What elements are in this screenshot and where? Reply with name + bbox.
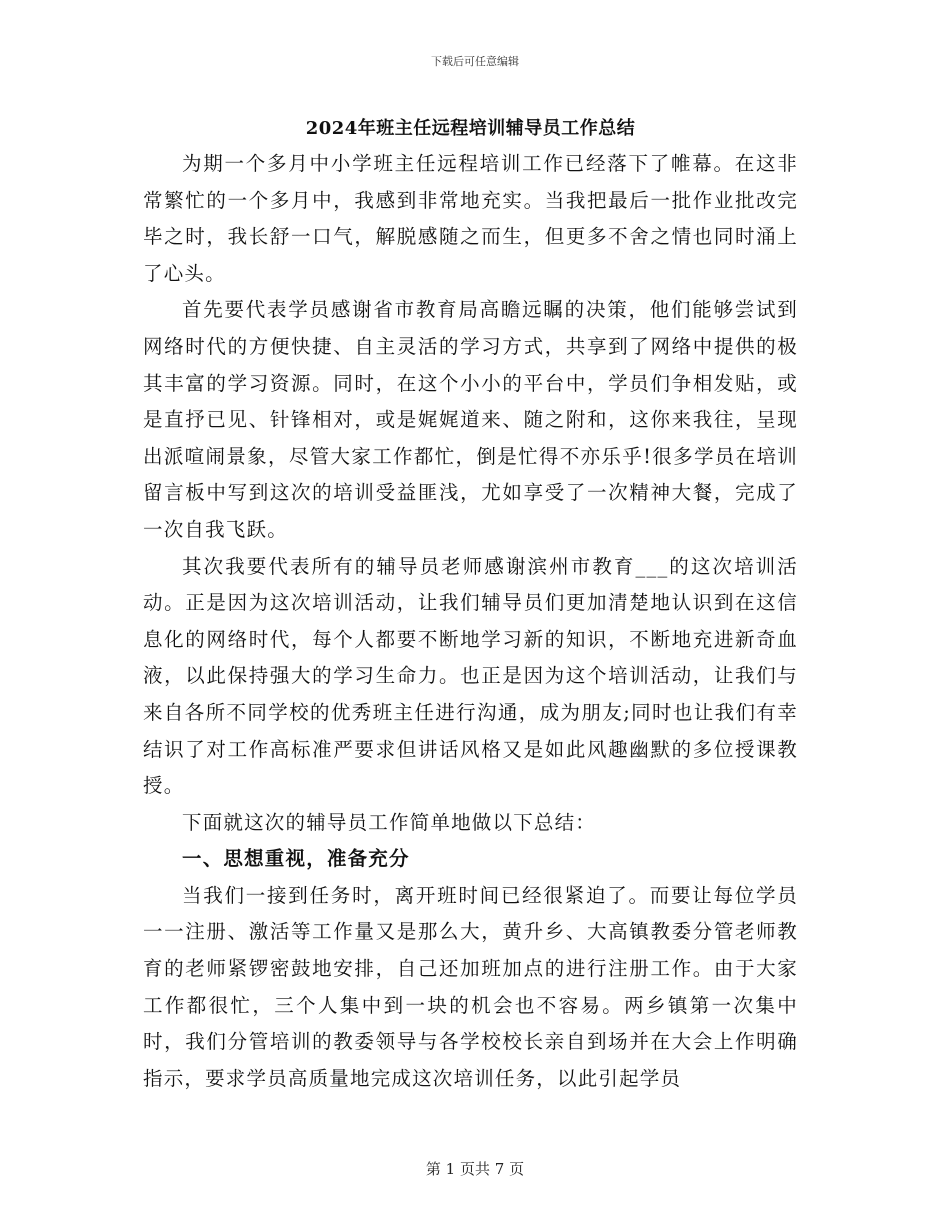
document-body <box>143 112 798 1097</box>
paragraph-thanks-bureau: 首先要代表学员感谢省市教育局高瞻远瞩的决策，他们能够尝试到网络时代的方便快捷、自主灵活的学习方式，共享到了网络中提供的极其丰富的学习资源。同时，在这个小小的平台中，学员们争相发贴，或是直抒已见、针锋相对，或是娓娓道来、随之附和，这你来我往，呈现出派喧闹景象，尽管大家工作都忙，倒是忙得不亦乐乎!很多学员在培训留言板中写到这次的培训受益匪浅，尤如享受了一次精神大餐，完成了一次自我飞跃。 <box>143 298 798 541</box>
paragraph-summary-lead: 下面就这次的辅导员工作简单地做以下总结： <box>182 810 597 834</box>
section-heading-1: 一、思想重视，准备充分 <box>182 847 410 871</box>
paragraph-intro: 为期一个多月中小学班主任远程培训工作已经落下了帷幕。在这非常繁忙的一个多月中，我感到非常地充实。当我把最后一批作业批改完毕之时，我长舒一口气，解脱感随之而生，但更多不舍之情也同时涌上了心头。 <box>143 152 798 285</box>
document-title: 2024年班主任远程培训辅导员工作总结 <box>305 118 636 139</box>
paragraph-thanks-tutors: 其次我要代表所有的辅导员老师感谢滨州市教育___的这次培训活动。正是因为这次培训活动，让我们辅导员们更加清楚地认识到在这信息化的网络时代，每个人都要不断地学习新的知识，不断地充进新奇血液，以此保持强大的学习生命力。也正是因为这个培训活动，让我们与来自各所不同学校的优秀班主任进行沟通，成为朋友;同时也让我们有幸结识了对工作高标准严要求但讲话风格又是如此风趣幽默的多位授课教授。 <box>143 554 798 798</box>
paragraph-section-1: 当我们一接到任务时，离开班时间已经很紧迫了。而要让每位学员一一注册、激活等工作量又是那么大，黄升乡、大高镇教委分管老师教育的老师紧锣密鼓地安排，自己还加班加点的进行注册工作。由于大家工作都很忙，三个人集中到一块的机会也不容易。两乡镇第一次集中时，我们分管培训的教委领导与各学校校长亲自到场并在大会上作明确指示，要求学员高质量地完成这次培训任务，以此引起学员 <box>143 883 798 1090</box>
page-header-note: 下载后可任意编辑 <box>431 55 519 68</box>
page-number: 第 1 页共 7 页 <box>425 1160 525 1178</box>
